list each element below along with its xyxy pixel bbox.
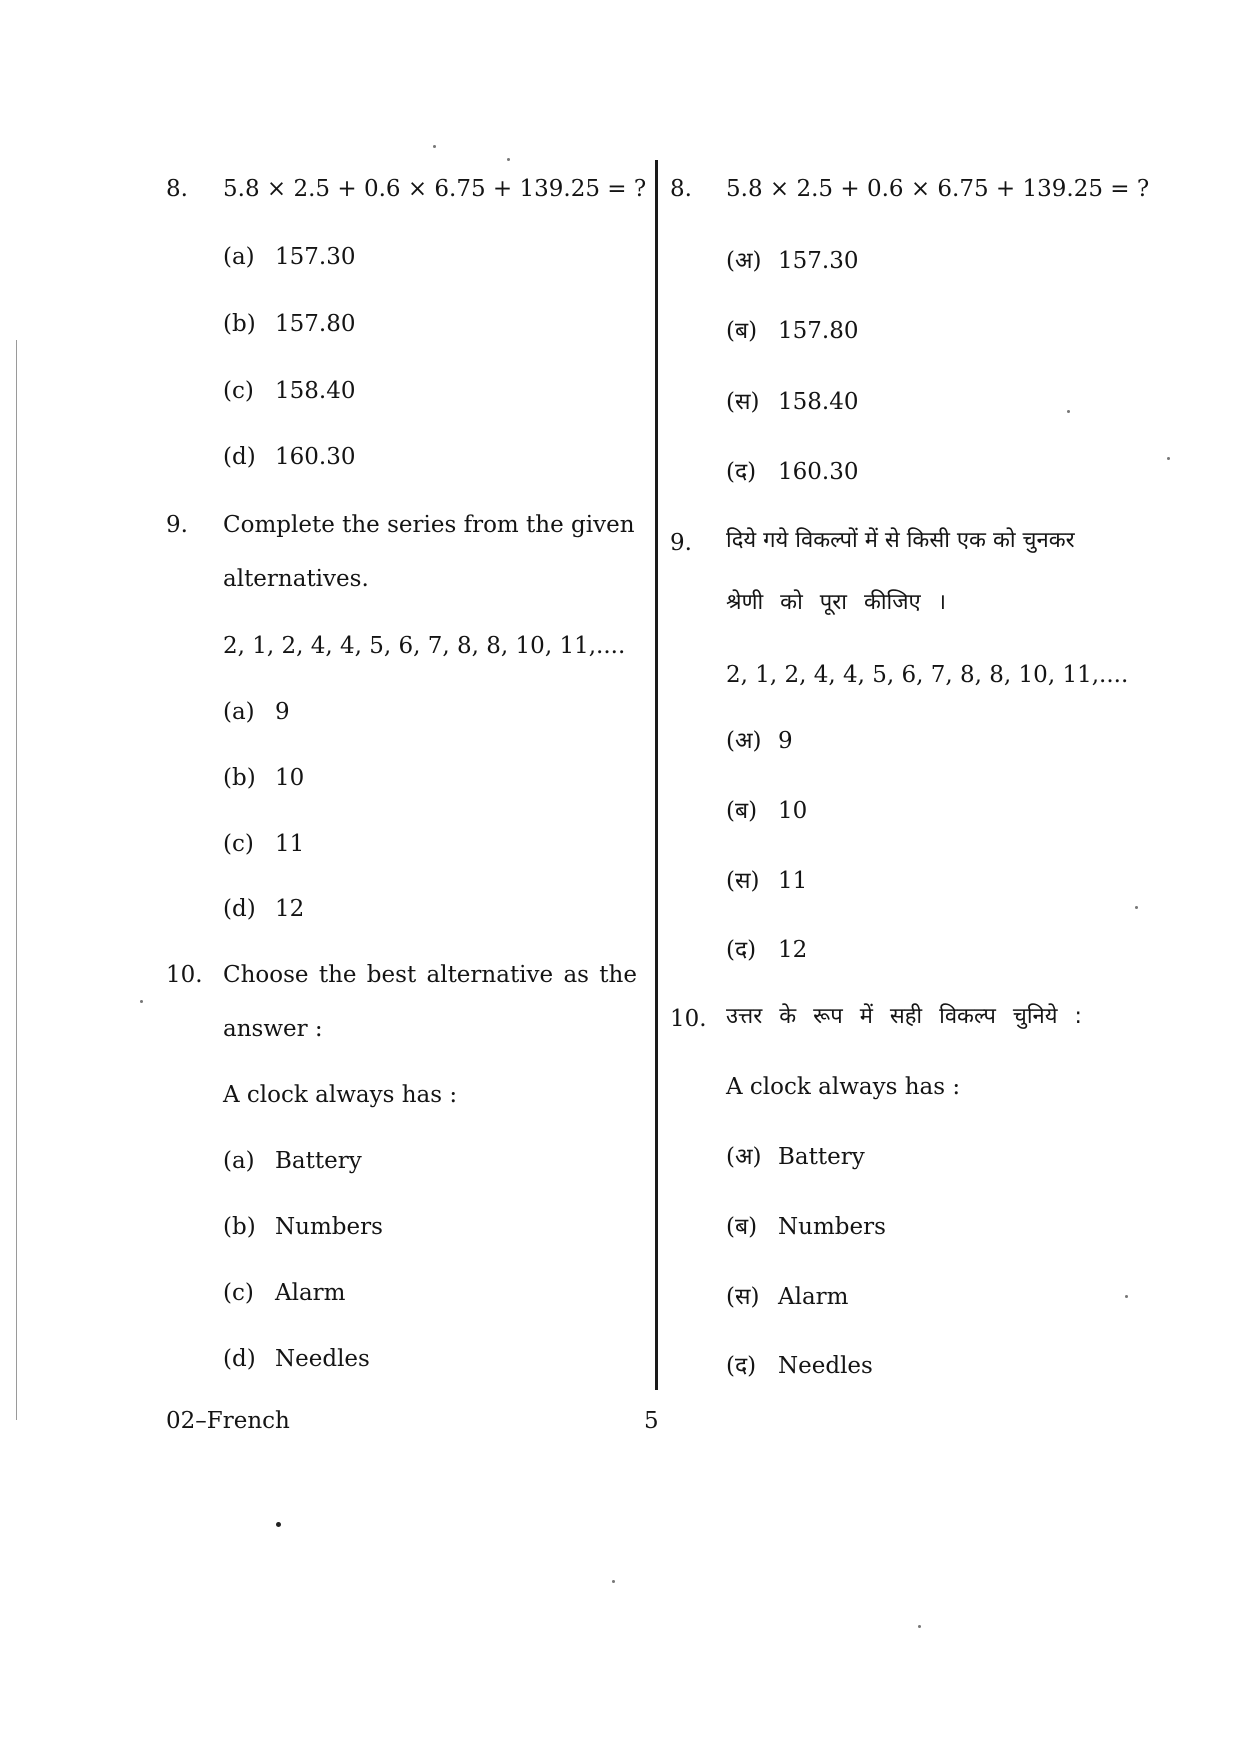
option-label: (b) [223, 1214, 256, 1240]
option-text: Battery [778, 1144, 865, 1170]
question-stem: A clock always has : [726, 1074, 961, 1100]
question-number: 8. [166, 176, 188, 202]
question-number: 10. [166, 962, 203, 988]
number-series: 2, 1, 2, 4, 4, 5, 6, 7, 8, 8, 10, 11,.... [223, 633, 626, 659]
option-text: Alarm [778, 1284, 849, 1310]
paper-code: 02–French [166, 1408, 290, 1434]
option-label: (अ) [726, 248, 762, 274]
option-label: (द) [726, 937, 757, 963]
option-label: (ब) [726, 318, 758, 344]
question-text-line1: दिये गये विकल्पों में से किसी एक को चुनकर [726, 528, 1075, 553]
scan-speck [276, 1522, 281, 1527]
option-label: (द) [726, 1353, 757, 1379]
scan-speck [918, 1625, 921, 1628]
option-label: (द) [726, 459, 757, 485]
option-label: (a) [223, 1148, 255, 1174]
option-text: 158.40 [778, 389, 859, 415]
option-label: (d) [223, 1346, 256, 1372]
option-label: (अ) [726, 728, 762, 754]
option-label: (स) [726, 389, 760, 415]
option-text: 11 [275, 831, 305, 857]
option-label: (d) [223, 896, 256, 922]
question-text-line1: Choose the best alternative as the [223, 962, 637, 988]
page-number: 5 [644, 1408, 659, 1434]
question-text: 5.8 × 2.5 + 0.6 × 6.75 + 139.25 = ? [223, 176, 647, 202]
option-text: 158.40 [275, 378, 356, 404]
question-stem: A clock always has : [223, 1082, 458, 1108]
option-text: Needles [275, 1346, 370, 1372]
option-text: Numbers [275, 1214, 383, 1240]
question-number: 8. [670, 176, 692, 202]
number-series: 2, 1, 2, 4, 4, 5, 6, 7, 8, 8, 10, 11,.... [726, 662, 1129, 688]
scan-speck [433, 145, 436, 148]
option-label: (स) [726, 868, 760, 894]
question-text-line2: श्रेणी को पूरा कीजिए । [726, 590, 947, 615]
option-label: (b) [223, 765, 256, 791]
option-label: (c) [223, 1280, 254, 1306]
option-text: 10 [275, 765, 305, 791]
option-text: Numbers [778, 1214, 886, 1240]
question-text: 5.8 × 2.5 + 0.6 × 6.75 + 139.25 = ? [726, 176, 1150, 202]
scan-speck [1167, 457, 1170, 460]
scan-speck [612, 1580, 615, 1583]
option-text: 9 [275, 699, 290, 725]
option-text: 11 [778, 868, 808, 894]
scan-speck [140, 1000, 143, 1003]
option-label: (b) [223, 311, 256, 337]
option-text: 157.80 [275, 311, 356, 337]
option-text: 160.30 [275, 444, 356, 470]
question-text-line2: answer : [223, 1016, 323, 1042]
question-number: 10. [670, 1006, 707, 1032]
question-number: 9. [670, 530, 692, 556]
option-label: (d) [223, 444, 256, 470]
scan-speck [507, 158, 510, 161]
option-text: Alarm [275, 1280, 346, 1306]
question-number: 9. [166, 512, 188, 538]
scan-speck [1135, 906, 1138, 909]
option-text: Battery [275, 1148, 362, 1174]
question-text-line2: alternatives. [223, 566, 369, 592]
option-text: 9 [778, 728, 793, 754]
option-label: (अ) [726, 1144, 762, 1170]
scan-edge-line [16, 340, 17, 1420]
option-label: (स) [726, 1284, 760, 1310]
option-text: 12 [275, 896, 305, 922]
option-text: 157.80 [778, 318, 859, 344]
option-label: (a) [223, 244, 255, 270]
option-label: (c) [223, 831, 254, 857]
option-text: Needles [778, 1353, 873, 1379]
option-label: (ब) [726, 1214, 758, 1240]
option-text: 160.30 [778, 459, 859, 485]
scan-speck [1125, 1295, 1128, 1298]
option-text: 10 [778, 798, 808, 824]
option-text: 157.30 [275, 244, 356, 270]
option-label: (c) [223, 378, 254, 404]
column-divider [655, 160, 658, 1390]
question-text-line1: Complete the series from the given [223, 512, 635, 538]
option-text: 157.30 [778, 248, 859, 274]
scan-speck [1067, 410, 1070, 413]
option-label: (ब) [726, 798, 758, 824]
question-text-line1: उत्तर के रूप में सही विकल्प चुनिये : [726, 1004, 1082, 1029]
option-text: 12 [778, 937, 808, 963]
option-label: (a) [223, 699, 255, 725]
